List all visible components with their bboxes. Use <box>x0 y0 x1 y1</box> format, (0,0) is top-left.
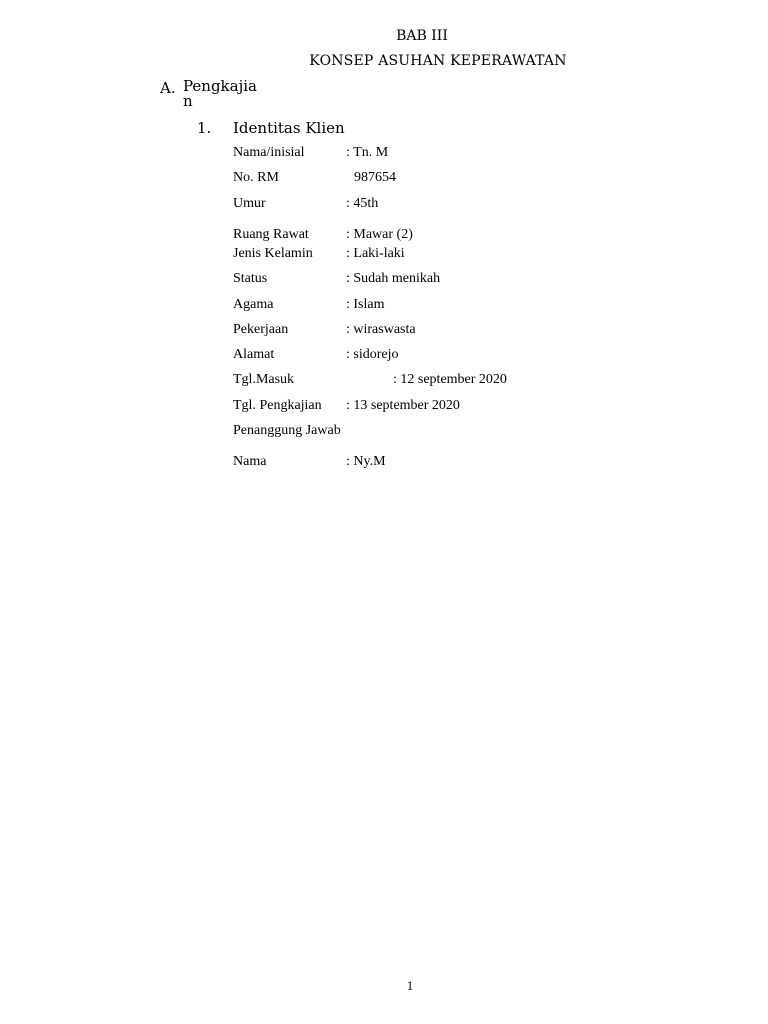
field-label: Agama <box>233 297 274 312</box>
field-value: : sidorejo <box>346 347 399 362</box>
field-value: : Islam <box>346 297 385 312</box>
section-letter: A. <box>160 79 176 97</box>
field-value: : 45th <box>346 196 379 211</box>
field-label: Jenis Kelamin <box>233 246 313 261</box>
chapter-title: KONSEP ASUHAN KEPERAWATAN <box>309 53 567 69</box>
field-value: : Sudah menikah <box>346 271 441 286</box>
page-number: 1 <box>406 978 414 993</box>
field-label: Alamat <box>233 347 275 362</box>
field-label: Nama/inisial <box>233 145 305 160</box>
field-label: Penanggung Jawab <box>233 423 341 438</box>
field-label: Tgl.Masuk <box>233 372 295 387</box>
field-label: No. RM <box>233 170 279 185</box>
field-label: Status <box>233 271 268 286</box>
field-value: : wiraswasta <box>346 322 416 337</box>
field-value: : Mawar (2) <box>346 227 413 242</box>
field-label: Nama <box>233 454 267 469</box>
field-value: : Laki-laki <box>346 246 405 261</box>
field-label: Pekerjaan <box>233 322 289 337</box>
chapter-heading: BAB III <box>396 28 448 44</box>
subsection-number: 1. <box>197 119 212 137</box>
field-value: : 12 september 2020 <box>393 372 507 387</box>
field-label: Ruang Rawat <box>233 227 309 242</box>
section-title: Pengkajian <box>183 77 257 110</box>
field-value: : Ny.M <box>346 454 386 469</box>
field-value: : Tn. M <box>346 145 389 160</box>
field-label: Tgl. Pengkajian <box>233 398 322 413</box>
field-label: Umur <box>233 196 266 211</box>
subsection-title: Identitas Klien <box>233 119 345 137</box>
field-value: : 13 september 2020 <box>346 398 460 413</box>
field-value: 987654 <box>354 170 396 185</box>
